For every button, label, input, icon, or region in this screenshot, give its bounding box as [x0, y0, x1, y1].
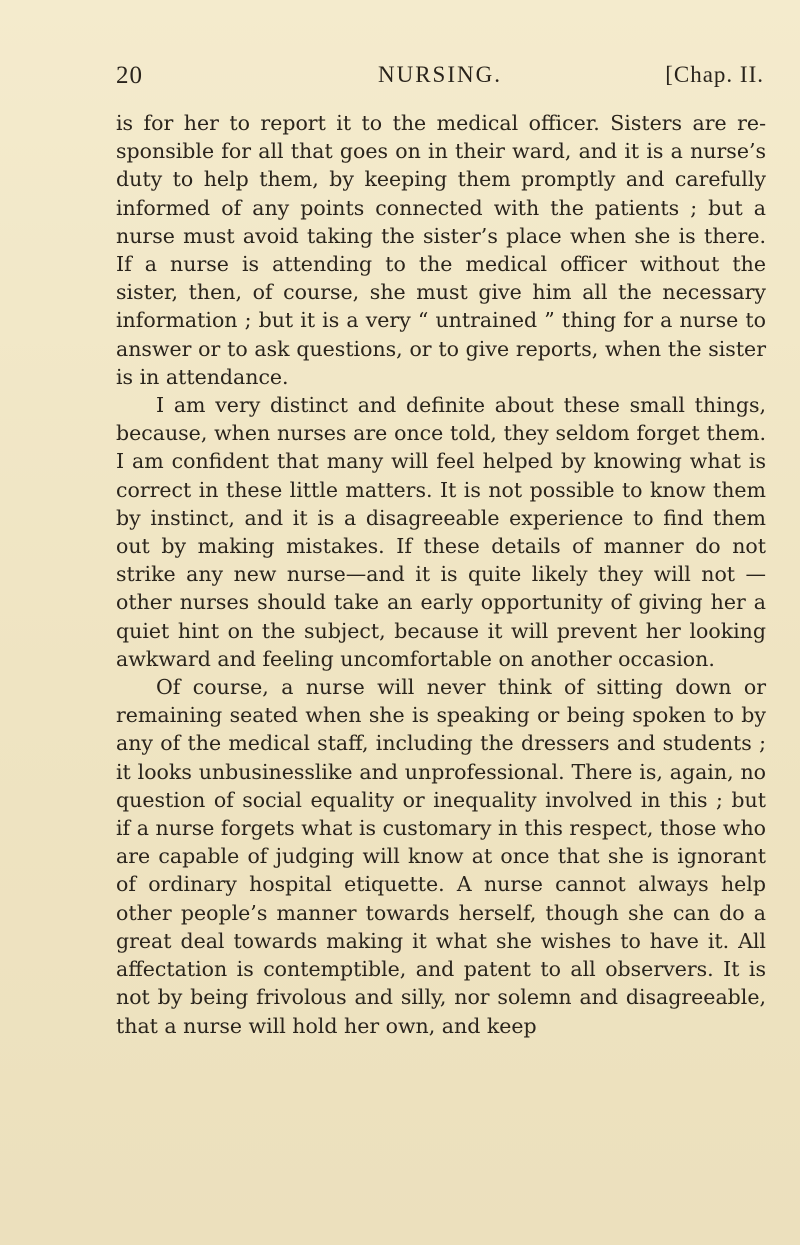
body-text	[116, 109, 766, 1040]
paragraph: I am very distinct and definite about these small things, because, when nurses are once told, they seldom forget them. I am confident that many will feel helped by knowing what is correct in these little matters. It is not possible to know them by instinct, and it is a disagreeable experience to find them out by making mistakes. If these details of manner do not strike any new nurse—and it is quite likely they will not — other nurses should take an early opportunity of giving her a quiet hint on the subject, because it will prevent her looking awkward and feeling uncomfortable on another occasion.	[116, 393, 766, 671]
paragraph-continued: is for her to report it to the medical officer. Sisters are re-sponsible for all that goes on in their ward, and it is a nurse’s duty to help them, by keeping them promptly and carefully informed of any points connected with the patients ; but a nurse must avoid taking the sister’s place when she is there. If a nurse is attending to the medical officer without the sister, then, of course, she must give him all the necessary information ; but it is a very “ untrained ” thing for a nurse to answer or to ask questions, or to give reports, when the sister is in attendance.	[116, 111, 766, 389]
chapter-label: [Chap. II.	[665, 62, 764, 87]
page-header	[116, 62, 764, 96]
paragraph: Of course, a nurse will never think of sitting down or remaining seated when she is speaking or being spoken to by any of the medical staff, including the dressers and students ; it looks unbusinesslike and unprofessional. There is, again, no question of social equality or inequality involved in this ; but if a nurse forgets what is customary in this respect, those who are capable of judging will know at once that she is ignorant of ordinary hospital etiquette. A nurse cannot always help other people’s manner towards herself, though she can do a great deal towards making it what she wishes to have it. All affectation is contemptible, and patent to all observers. It is not by being frivolous and silly, nor solemn and disagreeable, that a nurse will hold her own, and keep	[116, 675, 766, 1038]
page-number: 20	[116, 62, 143, 89]
running-title: NURSING.	[378, 62, 502, 87]
